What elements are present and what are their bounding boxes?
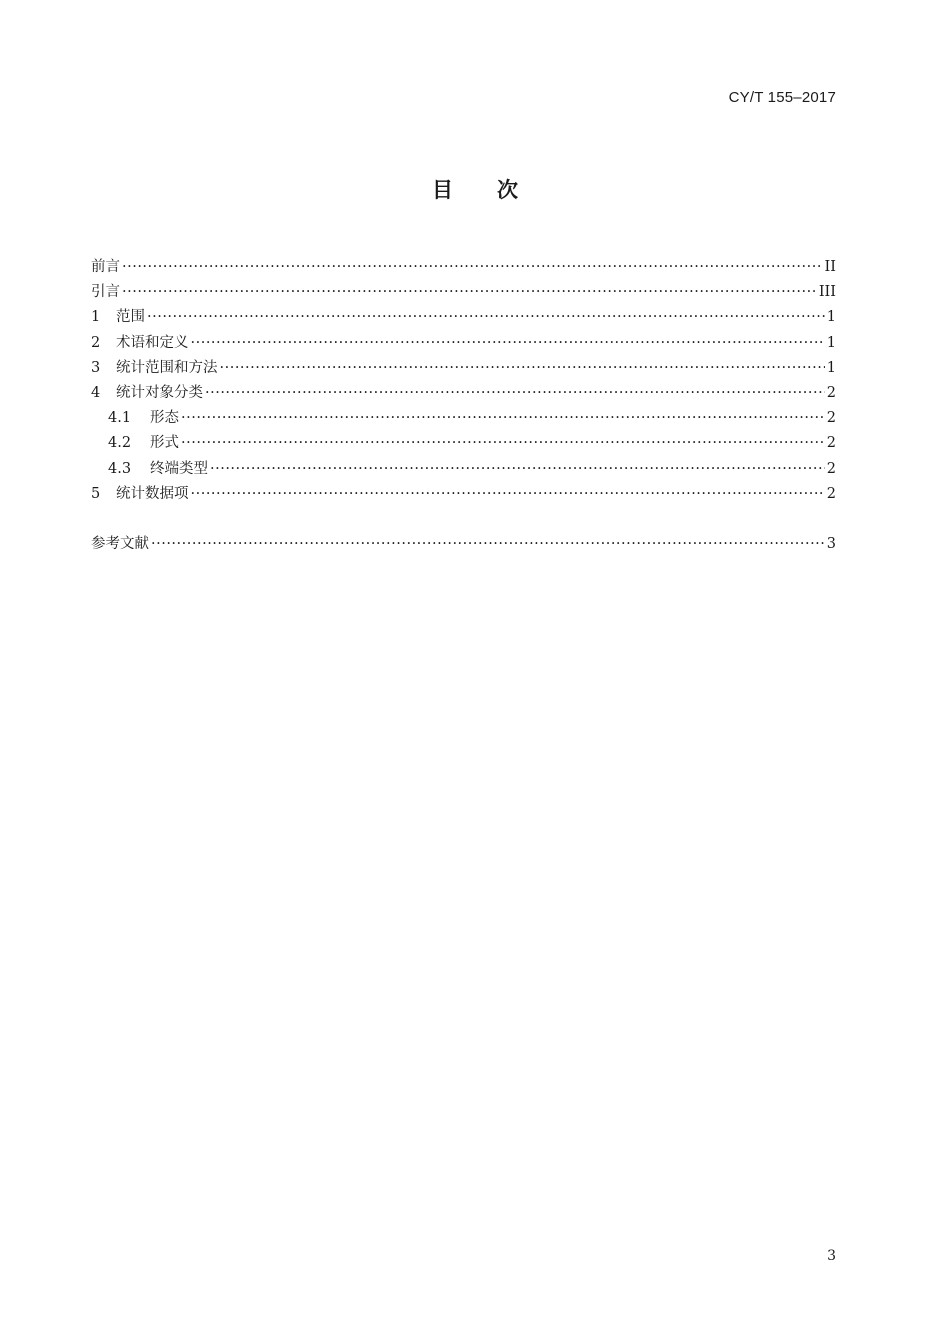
dot-leader: [122, 280, 817, 305]
dot-leader: [181, 431, 825, 456]
toc-entry-label: 形态: [150, 410, 179, 427]
toc-entry-page: 2: [826, 460, 836, 477]
dot-leader: [191, 482, 825, 507]
toc-entry-references[interactable]: [91, 532, 836, 557]
toc-entry-page: 1: [826, 359, 836, 376]
dot-leader: [151, 532, 825, 557]
toc-entry-number: 4: [91, 384, 101, 401]
dot-leader: [181, 406, 825, 431]
toc-entry-label: 终端类型: [150, 460, 208, 477]
toc-entry-page: 1: [826, 309, 836, 326]
toc-entry-terms[interactable]: [91, 331, 836, 356]
toc-entry-label: 参考文献: [91, 535, 149, 552]
toc-entry-label: 形式: [150, 435, 179, 452]
toc-entry-label: 前言: [91, 259, 120, 275]
toc-entry-page: 2: [826, 435, 836, 452]
toc-entry-statistics-scope[interactable]: [91, 356, 836, 381]
dot-leader: [210, 457, 825, 482]
toc-entry-number: 1: [91, 309, 101, 326]
toc-entry-terminal-type[interactable]: [91, 457, 836, 482]
toc-entry-introduction[interactable]: [91, 280, 836, 305]
toc-entry-page: 3: [826, 535, 836, 552]
toc-entry-number: 2: [91, 334, 101, 351]
page-title: [0, 174, 950, 204]
title-part-2: 次: [497, 178, 518, 202]
toc-entry-label: 术语和定义: [116, 334, 189, 351]
toc-entry-number: 4.3: [108, 460, 132, 477]
toc-entry-page: 2: [826, 384, 836, 401]
toc-entry-page: 1: [826, 334, 836, 351]
toc-entry-label: 统计数据项: [116, 485, 189, 502]
toc-entry-label: 范围: [116, 309, 145, 326]
dot-leader: [147, 305, 825, 330]
toc-entry-number: 3: [91, 359, 101, 376]
toc-entry-form[interactable]: [91, 406, 836, 431]
toc-entry-format[interactable]: [91, 431, 836, 456]
toc-entry-classification[interactable]: [91, 381, 836, 406]
dot-leader: [220, 356, 825, 381]
toc-entry-page: II: [824, 259, 836, 275]
toc-entry-number: 5: [91, 485, 101, 502]
toc-entry-foreword[interactable]: [91, 255, 836, 280]
toc-entry-number: 4.2: [108, 435, 132, 452]
toc-entry-label: 统计范围和方法: [116, 359, 218, 376]
dot-leader: [191, 331, 825, 356]
toc-entry-page: 2: [826, 485, 836, 502]
toc-entry-label: 引言: [91, 284, 120, 301]
toc-entry-data-items[interactable]: [91, 482, 836, 507]
page-number: 3: [827, 1248, 836, 1264]
toc-entry-page: III: [818, 284, 836, 301]
standard-code: CY/T 155–2017: [728, 89, 836, 106]
toc-entry-label: 统计对象分类: [116, 384, 203, 401]
dot-leader: [205, 381, 825, 406]
toc-entry-scope[interactable]: [91, 305, 836, 330]
title-part-1: 目: [432, 178, 453, 202]
toc-entry-page: 2: [826, 410, 836, 427]
dot-leader: [122, 255, 823, 280]
table-of-contents: [91, 255, 836, 557]
toc-entry-number: 4.1: [108, 410, 132, 427]
